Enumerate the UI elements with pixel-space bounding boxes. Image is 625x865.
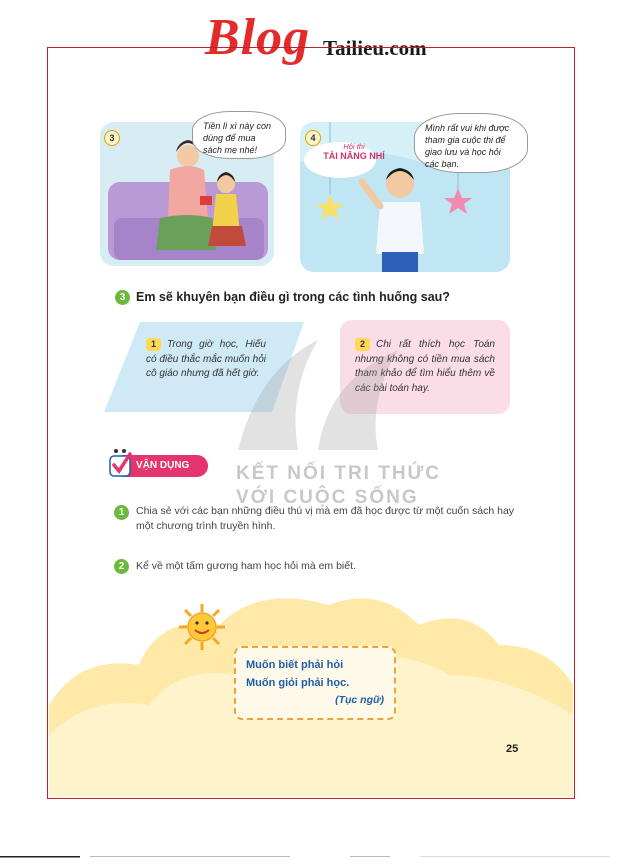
scene-4-number: 4: [305, 130, 321, 146]
exercise-3-number: 3: [115, 290, 130, 305]
footer-strip: [0, 847, 625, 852]
task-1-number: 1: [114, 505, 129, 520]
publisher-watermark-logo: [218, 330, 408, 450]
task-1-text: Chia sẻ với các bạn những điều thú vị mà em đã học được từ một cuốn sách hay một chương trình truyền hình.: [136, 505, 515, 532]
sun-icon: [177, 602, 227, 652]
logo-blog-text: Blog: [205, 9, 311, 66]
situation-2-body: Chi rất thích học Toán nhưng không có tiền mua sách tham khảo để tìm hiểu thêm về các bài toán hay.: [355, 339, 495, 394]
proverb-line-2: Muốn giỏi phải học.: [246, 677, 350, 689]
page-number: 25: [506, 743, 519, 755]
watermark-line-2: VỚI CUỘC SỐNG: [236, 487, 419, 508]
contest-banner: [316, 142, 392, 162]
proverb-box: [234, 646, 396, 720]
proverb-line-1: Muốn biết phải hỏi: [246, 659, 344, 671]
scene-3-number: 3: [104, 130, 120, 146]
vandung-label: VẬN DỤNG: [136, 460, 190, 471]
scene-4-speech-bubble: Mình rất vui khi được tham gia cuộc thi để giao lưu và học hỏi các bạn.: [414, 113, 528, 173]
task-2-number: 2: [114, 559, 129, 574]
situation-1-number: 1: [146, 338, 161, 351]
scene-3-speech-bubble: Tiền lì xì này con dùng để mua sách mẹ nhé!: [192, 111, 286, 159]
contest-banner-main: TÀI NĂNG NHÍ: [323, 151, 385, 161]
contest-banner-top: Hội thi: [343, 142, 365, 151]
situation-1-body: Trong giờ học, Hiếu có điều thắc mắc muốn hỏi cô giáo nhưng đã hết giờ.: [146, 339, 266, 379]
watermark-line-1: KẾT NỐI TRI THỨC: [236, 463, 442, 484]
task-2-text: Kể về một tấm gương ham học hỏi mà em biết.: [136, 560, 356, 572]
situation-2-number: 2: [355, 338, 370, 351]
proverb-source: (Tục ngữ): [335, 694, 384, 706]
checkbox-mascot-icon: [108, 448, 134, 478]
logo-site-text: Tailieu.com: [323, 36, 427, 60]
publisher-watermark: [236, 462, 441, 510]
exercise-3-title: Em sẽ khuyên bạn điều gì trong các tình huống sau?: [136, 290, 450, 304]
